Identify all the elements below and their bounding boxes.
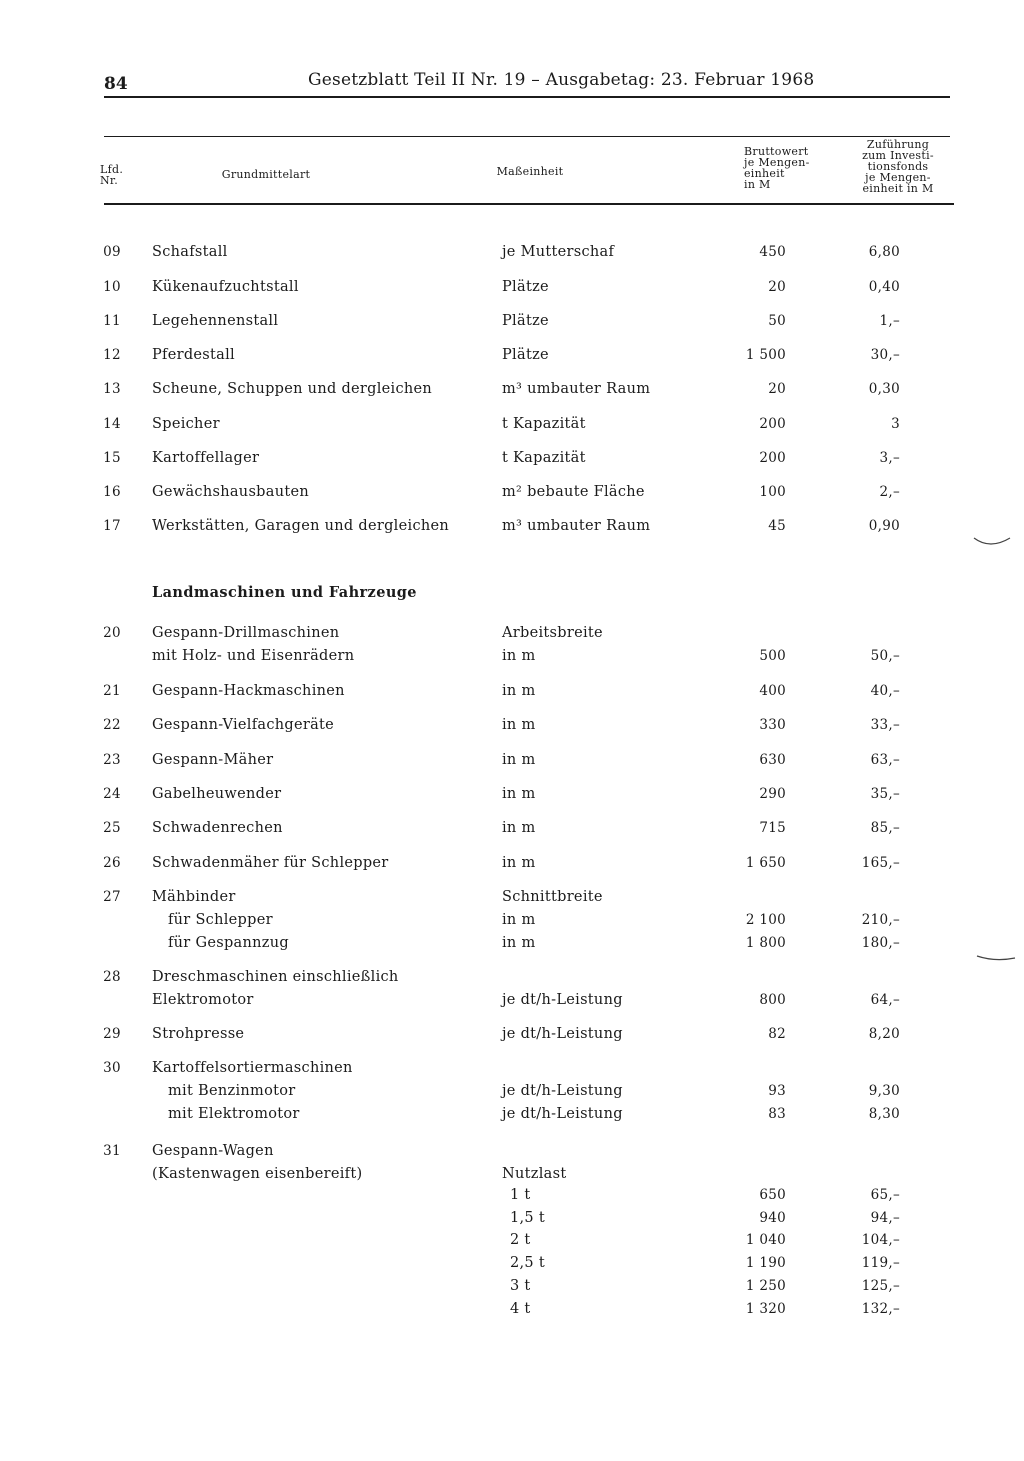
- row-invest: 0,90: [868, 518, 900, 534]
- row-name: Schwadenrechen: [152, 820, 283, 836]
- row-unit: je dt/h-Leistung: [502, 992, 623, 1008]
- row-unit: in m: [502, 935, 536, 951]
- row-number: 20: [103, 625, 121, 641]
- row-name: Speicher: [152, 416, 220, 432]
- row-number: 16: [103, 484, 121, 500]
- row-invest: 210,–: [861, 912, 900, 928]
- row-unit: in m: [502, 786, 536, 802]
- row-value: 83: [768, 1106, 786, 1122]
- row-invest: 94,–: [870, 1210, 900, 1226]
- row-number: 15: [103, 450, 121, 466]
- table-row: [0, 1143, 1024, 1165]
- row-value: 650: [759, 1187, 786, 1203]
- col-head-type: Grundmittelart: [221, 168, 311, 181]
- row-value: 1 320: [745, 1301, 786, 1317]
- row-invest: 0,30: [868, 381, 900, 397]
- row-value: 200: [759, 416, 786, 432]
- row-invest: 2,–: [879, 484, 900, 500]
- row-number: 09: [103, 244, 121, 260]
- table-row: [0, 1210, 1024, 1232]
- row-name: Gespann-Wagen: [152, 1143, 274, 1159]
- row-invest: 3: [891, 416, 900, 432]
- row-invest: 35,–: [870, 786, 900, 802]
- table-row: [0, 381, 1024, 403]
- row-name: Gespann-Hackmaschinen: [152, 683, 345, 699]
- row-invest: 33,–: [870, 717, 900, 733]
- row-name: mit Holz- und Eisenrädern: [152, 648, 355, 664]
- table-row: [0, 752, 1024, 774]
- row-unit: t Kapazität: [502, 416, 586, 432]
- row-value: 1 040: [745, 1232, 786, 1248]
- row-number: 17: [103, 518, 121, 534]
- row-invest: 6,80: [868, 244, 900, 260]
- row-invest: 40,–: [870, 683, 900, 699]
- table-row: [0, 518, 1024, 540]
- row-unit: in m: [502, 752, 536, 768]
- col-head-value: Bruttowert je Mengen- einheit in M: [744, 145, 810, 191]
- row-unit: Schnittbreite: [502, 889, 603, 905]
- row-value: 500: [759, 648, 786, 664]
- table-header-rule: [104, 203, 954, 205]
- row-value: 330: [759, 717, 786, 733]
- row-unit: 2 t: [510, 1232, 531, 1248]
- row-number: 28: [103, 969, 121, 985]
- table-row: [0, 625, 1024, 647]
- table-row: [0, 912, 1024, 934]
- row-unit: je dt/h-Leistung: [502, 1106, 623, 1122]
- row-unit: in m: [502, 683, 536, 699]
- row-value: 20: [768, 279, 786, 295]
- col-head-unit: Maßeinheit: [496, 165, 564, 178]
- table-row: [0, 648, 1024, 670]
- row-invest: 30,–: [870, 347, 900, 363]
- row-unit: in m: [502, 717, 536, 733]
- row-invest: 3,–: [879, 450, 900, 466]
- row-name: (Kastenwagen eisenbereift): [152, 1166, 363, 1182]
- row-invest: 50,–: [870, 648, 900, 664]
- row-number: 13: [103, 381, 121, 397]
- row-unit: Plätze: [502, 347, 549, 363]
- table-row: [0, 313, 1024, 335]
- row-value: 800: [759, 992, 786, 1008]
- row-invest: 9,30: [868, 1083, 900, 1099]
- row-name: Gespann-Vielfachgeräte: [152, 717, 335, 733]
- col-head-nr: Lfd. Nr.: [100, 163, 124, 187]
- row-number: 31: [103, 1143, 121, 1159]
- row-invest: 64,–: [870, 992, 900, 1008]
- row-value: 200: [759, 450, 786, 466]
- row-invest: 63,–: [870, 752, 900, 768]
- row-value: 715: [759, 820, 786, 836]
- row-name: Kartoffelsortiermaschinen: [152, 1060, 353, 1076]
- row-invest: 85,–: [870, 820, 900, 836]
- row-name: Schafstall: [152, 244, 228, 260]
- row-name: Kükenaufzuchtstall: [152, 279, 299, 295]
- row-value: 290: [759, 786, 786, 802]
- row-invest: 132,–: [861, 1301, 900, 1317]
- table-row: [0, 1083, 1024, 1105]
- row-unit: Arbeitsbreite: [502, 625, 603, 641]
- row-unit: je Mutterschaf: [502, 244, 615, 260]
- table-row: [0, 416, 1024, 438]
- table-row: [0, 1255, 1024, 1277]
- row-unit: je dt/h-Leistung: [502, 1026, 623, 1042]
- row-invest: 104,–: [861, 1232, 900, 1248]
- row-value: 1 250: [745, 1278, 786, 1294]
- row-invest: 119,–: [861, 1255, 900, 1271]
- row-value: 93: [768, 1083, 786, 1099]
- row-number: 27: [103, 889, 121, 905]
- row-name: Scheune, Schuppen und dergleichen: [152, 381, 433, 397]
- row-unit: in m: [502, 648, 536, 664]
- row-number: 12: [103, 347, 121, 363]
- row-value: 20: [768, 381, 786, 397]
- row-name: Strohpresse: [152, 1026, 245, 1042]
- row-name: mit Elektromotor: [168, 1106, 300, 1122]
- row-unit: 4 t: [510, 1301, 531, 1317]
- row-name: Gewächshausbauten: [152, 484, 309, 500]
- table-row: [0, 450, 1024, 472]
- row-name: Werkstätten, Garagen und dergleichen: [152, 518, 450, 534]
- row-unit: 1,5 t: [510, 1210, 545, 1226]
- row-name: Gespann-Mäher: [152, 752, 274, 768]
- row-value: 630: [759, 752, 786, 768]
- table-row: [0, 786, 1024, 808]
- table-row: [0, 683, 1024, 705]
- table-row: [0, 1166, 1024, 1188]
- table-row: [0, 889, 1024, 911]
- row-number: 11: [103, 313, 121, 329]
- row-invest: 165,–: [861, 855, 900, 871]
- table-row: [0, 1060, 1024, 1082]
- margin-scan-mark: [970, 520, 1020, 550]
- table-row: [0, 992, 1024, 1014]
- row-number: 14: [103, 416, 121, 432]
- row-value: 1 650: [745, 855, 786, 871]
- row-value: 82: [768, 1026, 786, 1042]
- row-invest: 1,–: [879, 313, 900, 329]
- row-unit: in m: [502, 912, 536, 928]
- row-invest: 0,40: [868, 279, 900, 295]
- row-unit: 3 t: [510, 1278, 531, 1294]
- row-unit: m³ umbauter Raum: [502, 518, 651, 534]
- row-name: mit Benzinmotor: [168, 1083, 296, 1099]
- header-rule: [104, 96, 950, 98]
- row-value: 45: [768, 518, 786, 534]
- table-row: [0, 820, 1024, 842]
- table-row: [0, 1187, 1024, 1209]
- table-row: [0, 717, 1024, 739]
- table-row: [0, 279, 1024, 301]
- row-name: Kartoffellager: [152, 450, 260, 466]
- row-number: 23: [103, 752, 121, 768]
- table-row: [0, 855, 1024, 877]
- table-row: [0, 969, 1024, 991]
- row-unit: Plätze: [502, 313, 549, 329]
- row-number: 29: [103, 1026, 121, 1042]
- row-unit: in m: [502, 820, 536, 836]
- row-number: 22: [103, 717, 121, 733]
- row-unit: 1 t: [510, 1187, 531, 1203]
- row-name: Schwadenmäher für Schlepper: [152, 855, 389, 871]
- row-value: 1 800: [745, 935, 786, 951]
- row-value: 2 100: [745, 912, 786, 928]
- page-number: 84: [104, 74, 128, 94]
- row-name: Dreschmaschinen einschließlich: [152, 969, 399, 985]
- row-unit: Plätze: [502, 279, 549, 295]
- row-value: 100: [759, 484, 786, 500]
- running-head: Gesetzblatt Teil II Nr. 19 – Ausgabetag: 23. Februar 1968: [308, 70, 815, 90]
- row-name: Pferdestall: [152, 347, 235, 363]
- table-row: [0, 1106, 1024, 1128]
- row-invest: 8,30: [868, 1106, 900, 1122]
- row-name: für Gespannzug: [168, 935, 289, 951]
- row-name: Gespann-Drillmaschinen: [152, 625, 340, 641]
- row-unit: in m: [502, 855, 536, 871]
- section-title: Landmaschinen und Fahrzeuge: [152, 584, 417, 601]
- row-value: 50: [768, 313, 786, 329]
- row-invest: 125,–: [861, 1278, 900, 1294]
- table-top-rule: [104, 136, 950, 137]
- table-row: [0, 1026, 1024, 1048]
- table-row: [0, 935, 1024, 957]
- row-value: 1 500: [745, 347, 786, 363]
- row-name: Mähbinder: [152, 889, 236, 905]
- row-number: 10: [103, 279, 121, 295]
- row-invest: 65,–: [870, 1187, 900, 1203]
- row-invest: 180,–: [861, 935, 900, 951]
- row-value: 450: [759, 244, 786, 260]
- table-row: [0, 1278, 1024, 1300]
- row-unit: 2,5 t: [510, 1255, 545, 1271]
- row-invest: 8,20: [868, 1026, 900, 1042]
- col-head-invest: Zuführung zum Investi- tionsfonds je Mengen- einheit in M: [862, 138, 934, 195]
- row-unit: Nutzlast: [502, 1166, 567, 1182]
- row-name: für Schlepper: [168, 912, 273, 928]
- table-row: [0, 484, 1024, 506]
- table-row: [0, 244, 1024, 266]
- row-name: Legehennenstall: [152, 313, 279, 329]
- row-number: 26: [103, 855, 121, 871]
- row-unit: je dt/h-Leistung: [502, 1083, 623, 1099]
- row-number: 24: [103, 786, 121, 802]
- row-value: 400: [759, 683, 786, 699]
- row-name: Gabelheuwender: [152, 786, 282, 802]
- row-unit: t Kapazität: [502, 450, 586, 466]
- row-unit: m² bebaute Fläche: [502, 484, 645, 500]
- row-number: 25: [103, 820, 121, 836]
- margin-scan-mark: [975, 948, 1020, 968]
- row-value: 940: [759, 1210, 786, 1226]
- row-value: 1 190: [745, 1255, 786, 1271]
- table-row: [0, 1232, 1024, 1254]
- row-number: 21: [103, 683, 121, 699]
- row-unit: m³ umbauter Raum: [502, 381, 651, 397]
- row-name: Elektromotor: [152, 992, 254, 1008]
- row-number: 30: [103, 1060, 121, 1076]
- table-row: [0, 1301, 1024, 1323]
- table-row: [0, 347, 1024, 369]
